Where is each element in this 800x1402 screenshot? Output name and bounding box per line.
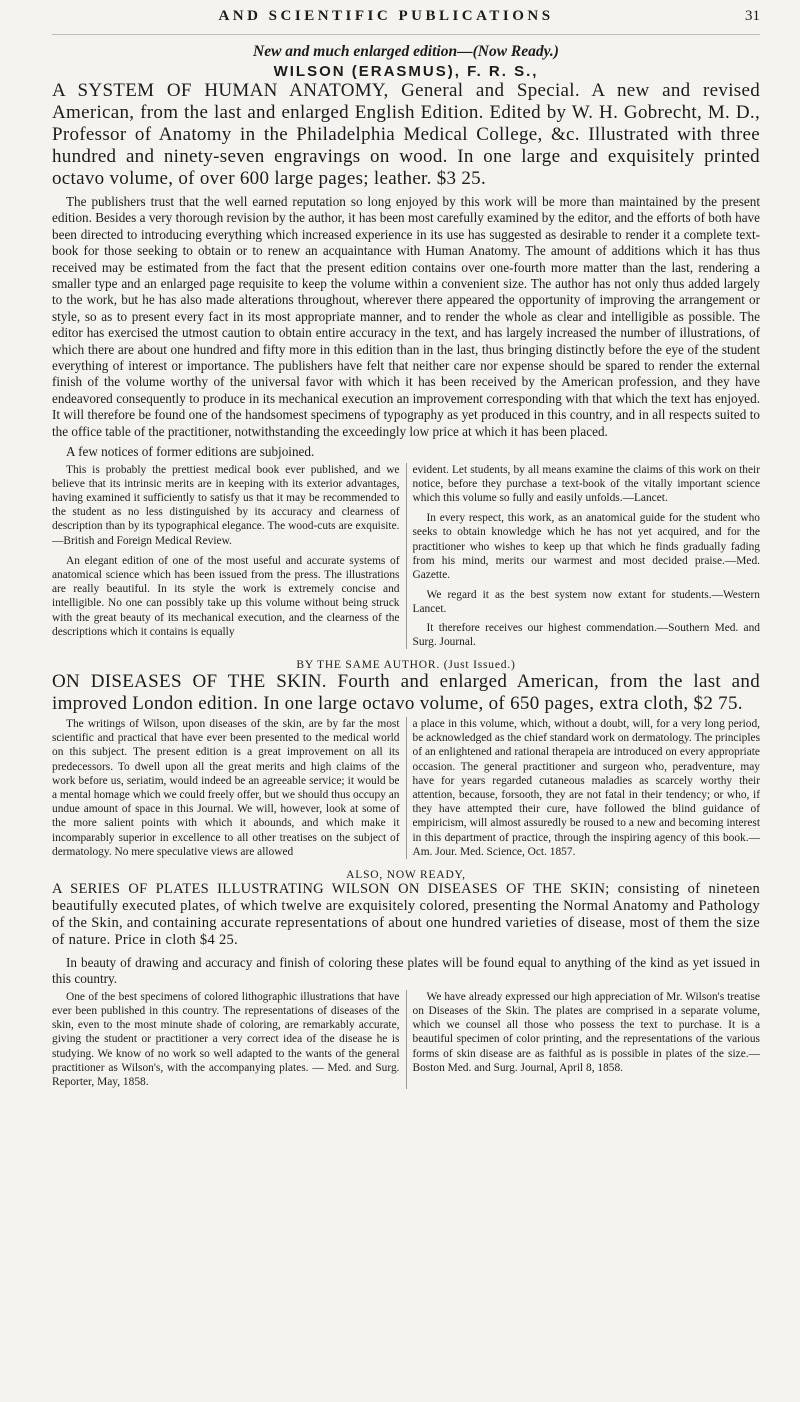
review-quote: In every respect, this work, as an anatomical guide for the student who seeks to obtain knowledge which he has not yet acquired, and for the practitioner who wishes to keep up that which he finds gradually fading from his mind, merits our warmest and most decided praise.—Med. Gazette. [412, 512, 760, 581]
review-quote: evident. Let students, by all means examine the claims of this work on their notice, before they purchase a text-book of the vitally important science which this volume so fully and easily unfolds.—Lancet. [412, 463, 760, 504]
review-quote: This is probably the prettiest medical book ever published, and we believe that its intrinsic merits are in keeping with its exterior advantages, having examined it sufficiently to satisfy us that it may be recommended to the student as no less distinguished by its accuracy and clearness of description than by its typographical elegance. The wood-cuts are exquisite.—British and Foreign Medical Review. [52, 463, 400, 547]
running-head [52, 6, 760, 35]
page-number: 31 [745, 8, 760, 24]
edition-notice: New and much enlarged edition—(Now Ready.) [253, 43, 559, 60]
also-ready-label: ALSO, NOW READY, [346, 868, 466, 881]
review-column-left [52, 990, 407, 1089]
author-name: WILSON (ERASMUS), F. R. S., [273, 63, 539, 80]
plates-summary: In beauty of drawing and accuracy and finish of coloring these plates will be found equal to anything of the kind as yet issued in this country. [52, 954, 760, 987]
review-quote: a place in this volume, which, without a doubt, will, for a very long period, be acknowledged as the chief standard work on dermatology. The principles of an enlightened and rational therapeia are introduced on every appropriate occasion. The general practitioner and surgeon who, peradventure, may have for years regarded cutaneous maladies as scarcely worthy their attention, because, forsooth, they are not fatal in their tendency; or who, if they have attempted their cure, have followed the blind guidance of empiricism, will almost assuredly be roused to a new and becoming interest in this department of practice, through the inspiring agency of this book.—Am. Jour. Med. Science, Oct. 1857. [412, 717, 760, 858]
book-title-plates: A SERIES OF PLATES ILLUSTRATING WILSON ON DISEASES OF THE SKIN; consisting of nineteen beautifully executed plates, of which twelve are exquisitely colored, presenting the Normal Anatomy and Pathology of the Skin, and containing accurate representations of about one hundred varieties of disease, most of them the size of nature. Price in cloth $4 25. [52, 880, 760, 948]
review-quote: The writings of Wilson, upon diseases of the skin, are by far the most scientific and practical that have ever been presented to the medical world on this subject. The present edition is a great improvement on all its predecessors. To dwell upon all the great merits and high claims of the work before us, seriatim, would indeed be an agreeable service; it would be a mental homage which we could freely offer, but we should thus occupy an undue amount of space in this Journal. We will, however, look at some of the more salient points with which it abounds, and which make it incomparably superior in excellence to all other treatises on the subject of dermatology. No mere speculative views are allowed [52, 717, 400, 858]
review-quote: We regard it as the best system now extant for students.—Western Lancet. [412, 589, 760, 616]
review-column-right [413, 990, 761, 1089]
review-column-right [413, 463, 761, 649]
review-column-left [52, 463, 407, 649]
running-title: AND SCIENTIFIC PUBLICATIONS [218, 8, 554, 24]
review-quote: We have already expressed our high appreciation of Mr. Wilson's treatise on Diseases of the Skin. The plates are comprised in a separate volume, which we counsel all those who possess the text to purchase. It is a beautiful specimen of color printing, and the representations of the various forms of skin disease are as faithful as is possible in plates of the size.—Boston Med. and Surg. Journal, April 8, 1858. [412, 990, 760, 1074]
review-quote: One of the best specimens of colored lithographic illustrations that have ever been published in this country. The representations of diseases of the skin, even to the most minute shade of coloring, are remarkably accurate, giving the student or practitioner a very correct idea of the disease he is studying. We know of no work so well adapted to the wants of the general practitioner as Wilson's, with the accompanying plates. — Med. and Surg. Reporter, May, 1858. [52, 990, 400, 1088]
review-column-right [413, 717, 761, 859]
notices-intro: A few notices of former editions are subjoined. [66, 444, 315, 460]
same-author-label: BY THE SAME AUTHOR. (Just Issued.) [296, 658, 516, 671]
book-description: The publishers trust that the well earned reputation so long enjoyed by this work will be more than maintained by the present edition. Besides a very thorough revision by the author, it has been most carefully examined by the editor, and the efforts of both have been directed to introducing everything which increased experience in its use has suggested as desirable to render it a complete text-book for those seeking to obtain or to renew an acquaintance with Human Anatomy. The amount of additions which it has thus received may be estimated from the fact that the present edition contains over one-fourth more matter than the last, rendering a smaller type and an enlarged page requisite to keep the volume within a convenient size. The author has not only thus added largely to the work, but he has also made alterations throughout, wherever there appeared the opportunity of improving the arrangement or style, so as to present every fact in its most appropriate manner, and to render the whole as clear and intelligible as possible. The editor has exercised the utmost caution to obtain entire accuracy in the text, and has largely increased the number of illustrations, of which there are about one hundred and fifty more in this edition than in the last, thus bringing distinctly before the eye of the student everything of interest or importance. The publishers have felt that neither care nor expense should be spared to render the external finish of the volume worthy of the universal favor with which it has been received by the American profession, and they have endeavored consequently to produce in its mechanical execution an improvement corresponding with that which the text has enjoyed. It will therefore be found one of the handsomest specimens of typography as yet produced in this country, and in all respects suited to the office table of the practitioner, notwithstanding the exceedingly low price at which it has been placed. [52, 194, 760, 439]
reviews-skin [52, 717, 760, 859]
review-quote: An elegant edition of one of the most useful and accurate systems of anatomical science which has been issued from the press. The illustrations are really beautiful. In its style the work is extremely concise and intelligible. No one can possibly take up this volume without being struck with the great beauty of its mechanical execution, and the clearness of the descriptions which it contains is equally [52, 554, 400, 638]
book-title-anatomy: A SYSTEM OF HUMAN ANATOMY, General and Special. A new and revised American, from the last and enlarged English Edition. Edited by W. H. Gobrecht, M. D., Professor of Anatomy in the Philadelphia Medical College, &c. Illustrated with three hundred and ninety-seven engravings on wood. In one large and exquisitely printed octavo volume, of over 600 large pages; leather. $3 25. [52, 80, 760, 189]
review-quote: It therefore receives our highest commendation.—Southern Med. and Surg. Journal. [412, 621, 760, 648]
reviews-plates [52, 990, 760, 1089]
review-column-left [52, 717, 407, 859]
book-title-skin: ON DISEASES OF THE SKIN. Fourth and enlarged American, from the last and improved London edition. In one large octavo volume, of 650 pages, extra cloth, $2 75. [52, 670, 760, 714]
reviews-anatomy [52, 463, 760, 649]
